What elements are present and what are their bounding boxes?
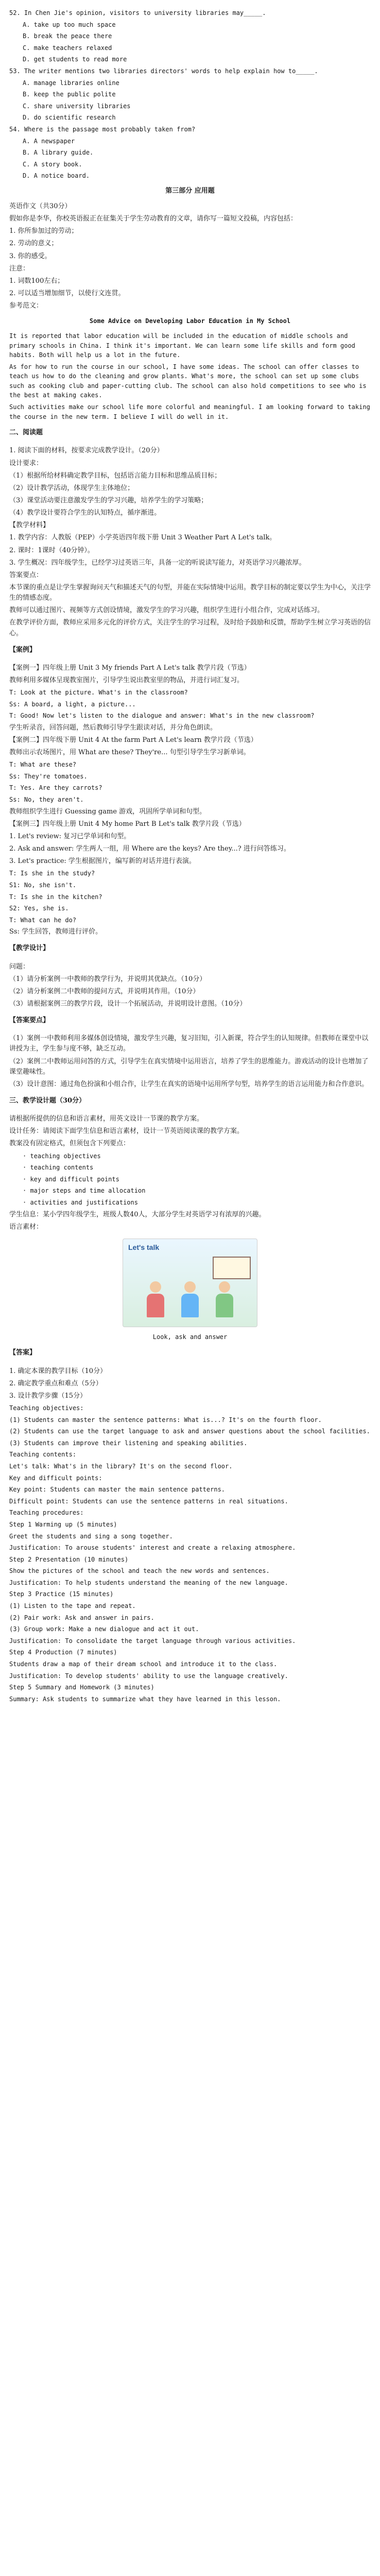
case-line: T: Yes. Are they carrots? bbox=[9, 784, 102, 792]
section3-intro: 请根据所提供的信息和语言素材，用英文设计一节课的教学方案。 bbox=[9, 1115, 204, 1123]
option-53d: D. do scientific research bbox=[23, 114, 116, 122]
case-line: 3. Let's practice: 学生根据图片，编写新的对话并进行表演。 bbox=[9, 857, 196, 866]
design-line: （2）请分析案例二中教师的提问方式，并说明其作用。（10分） bbox=[9, 987, 200, 995]
section3-requirement: · teaching contents bbox=[23, 1164, 94, 1172]
plan-line: (3) Students can improve their listening and speaking abilities. bbox=[9, 1439, 248, 1447]
part4-heading: 二、阅读题 bbox=[9, 429, 43, 437]
plan-line: Key point: Students can master the main sentence patterns. bbox=[9, 1486, 226, 1494]
requirement-item: （2）设计教学活动，体现学生主体地位； bbox=[9, 484, 134, 492]
section3-requirement: · teaching objectives bbox=[23, 1152, 101, 1160]
child-figure bbox=[181, 1281, 199, 1317]
reference-label: 参考范文： bbox=[9, 302, 43, 310]
option-53b: B. keep the public polite bbox=[23, 91, 116, 98]
requirement-item: （1）根据所给材料确定教学目标，包括语言能力目标和思维品质目标； bbox=[9, 471, 221, 480]
case-line: 【案例一】四年级上册 Unit 3 My friends Part A Let's talk 教学片段（节选） bbox=[9, 664, 251, 672]
case-line: 教师利用多媒体呈现教室图片，引导学生说出教室里的物品，并进行词汇复习。 bbox=[9, 676, 244, 684]
illustration-caption: Look, ask and answer bbox=[152, 1333, 228, 1341]
plan-line: Students draw a map of their dream school and introduce it to the class. bbox=[9, 1660, 278, 1668]
plan-line: (3) Group work: Make a new dialogue and act it out. bbox=[9, 1625, 199, 1633]
plan-line: Key and difficult points: bbox=[9, 1474, 102, 1482]
case-line: T: Look at the picture. What's in the classroom? bbox=[9, 689, 188, 697]
case-line: S2: Yes, she is. bbox=[9, 905, 69, 912]
plan-line: Justification: To develop students' ability to use the language creatively. bbox=[9, 1672, 288, 1680]
part3-heading: 第三部分 应用题 bbox=[165, 187, 215, 195]
case-line: Ss: 学生回答，教师进行评价。 bbox=[9, 928, 102, 936]
student-info: 学生信息：某小学四年级学生，班级人数40人，大部分学生对英语学习有浓厚的兴趣。 bbox=[9, 1210, 266, 1218]
essay-paragraph: Such activities make our school life more colorful and meaningful. I am looking forward to taking the course in the new term. I believe I will do well in it. bbox=[9, 403, 374, 420]
part3-intro-line: 假如你是李华，你校英语报正在征集关于学生劳动教育的文章，请你写一篇短文投稿，内容包括： bbox=[9, 215, 298, 223]
case-line: Ss: A board, a light, a picture... bbox=[9, 700, 136, 708]
plan-line: 1. 确定本课的教学目标（10分） bbox=[9, 1367, 107, 1375]
people-graphic bbox=[139, 1271, 241, 1317]
answer-line: （1）案例一中教师利用多媒体创设情境，激发学生兴趣，复习旧知，引入新课，符合学生的认知规律。但教师在课堂中以讲授为主，学生参与度不够，缺乏互动。 bbox=[9, 1035, 369, 1053]
case-line: Ss: No, they aren't. bbox=[9, 796, 84, 804]
part3-intro-line: 英语作文（共30分） bbox=[9, 202, 72, 211]
requirement-item: （4）教学设计要符合学生的认知特点，循序渐进。 bbox=[9, 509, 161, 517]
analysis-line: 教师可以通过图片、视频等方式创设情境，激发学生的学习兴趣，组织学生进行小组合作，完成对话练习。 bbox=[9, 606, 324, 615]
child-figure bbox=[216, 1281, 233, 1317]
plan-line: (2) Students can use the target language to ask and answer questions about the school facilities. bbox=[9, 1428, 370, 1435]
case-line: T: Good! Now let's listen to the dialogue and answer: What's in the new classroom? bbox=[9, 712, 315, 720]
analysis-label: 答案要点： bbox=[9, 571, 43, 579]
answer-line: （3）设计意图：通过角色扮演和小组合作，让学生在真实的语境中运用所学句型，培养学生的语言运用能力和合作意识。 bbox=[9, 1080, 369, 1088]
case-line: S1: No, she isn't. bbox=[9, 881, 77, 889]
requirements-label: 设计要求： bbox=[9, 459, 43, 467]
design-line: （1）请分析案例一中教师的教学行为，并说明其优缺点。（10分） bbox=[9, 975, 206, 983]
question-53: 53. The writer mentions two libraries directors' words to help explain how to_____. bbox=[9, 67, 318, 75]
part3-intro-line: 1. 你所参加过的劳动； bbox=[9, 227, 78, 235]
part3-intro-line: 注意： bbox=[9, 264, 30, 273]
plan-line: Step 2 Presentation (10 minutes) bbox=[9, 1555, 129, 1563]
section3-requirement: · activities and justifications bbox=[23, 1198, 138, 1206]
plan-line: Step 1 Warming up (5 minutes) bbox=[9, 1520, 117, 1528]
requirement-item: （3）课堂活动要注意激发学生的学习兴趣，培养学生的学习策略； bbox=[9, 496, 208, 504]
case-line: Ss: They're tomatoes. bbox=[9, 772, 88, 780]
case-line: 学生听录音，回答问题，然后教师引导学生跟读对话，并分角色朗读。 bbox=[9, 723, 217, 732]
design-line: （3）请根据案例三的教学片段，设计一个拓展活动，并说明设计意图。（10分） bbox=[9, 1000, 247, 1008]
part3-intro-line: 1. 词数100左右； bbox=[9, 277, 64, 285]
section3-requirement: · major steps and time allocation bbox=[23, 1187, 146, 1195]
option-52c: C. make teachers relaxed bbox=[23, 44, 112, 52]
case-line: T: Is she in the kitchen? bbox=[9, 893, 102, 901]
answer-line: （2）案例二中教师运用问答的方式，引导学生在真实情境中运用语言，培养了学生的思维能力。游戏活动的设计也增加了课堂趣味性。 bbox=[9, 1057, 369, 1076]
section3-requirement: 教案没有固定格式，但须包含下列要点： bbox=[9, 1140, 130, 1148]
case-line: T: Is she in the study? bbox=[9, 870, 95, 877]
plan-line: Justification: To help students understand the meaning of the new language. bbox=[9, 1579, 288, 1586]
option-54a: A. A newspaper bbox=[23, 137, 75, 145]
case-line: 【案例三】四年级上册 Unit 4 My home Part B Let's talk 教学片段（节选） bbox=[9, 820, 246, 828]
plan-line: Step 5 Summary and Homework (3 minutes) bbox=[9, 1684, 154, 1691]
design-heading: 【教学设计】 bbox=[9, 944, 50, 953]
materials-label: 【教学材料】 bbox=[9, 521, 50, 530]
option-54b: B. A library guide. bbox=[23, 149, 94, 157]
plan-line: Greet the students and sing a song together. bbox=[9, 1532, 173, 1540]
plan-line: (1) Listen to the tape and repeat. bbox=[9, 1602, 136, 1610]
plan-line: 2. 确定教学重点和难点（5分） bbox=[9, 1379, 102, 1387]
case-line: 教师组织学生进行 Guessing game 游戏，巩固所学单词和句型。 bbox=[9, 807, 206, 816]
plan-line: Summary: Ask students to summarize what they have learned in this lesson. bbox=[9, 1695, 281, 1703]
material-line: 2. 课时：1课时（40分钟）。 bbox=[9, 546, 94, 554]
analysis-line: 本节课的重点是让学生掌握询问天气和描述天气的句型，并能在实际情境中运用。教学目标的制定要以学生为中心，关注学生的情感态度。 bbox=[9, 583, 371, 602]
case-heading: 【案例】 bbox=[9, 646, 37, 654]
option-53a: A. manage libraries online bbox=[23, 79, 119, 87]
essay-title: Some Advice on Developing Labor Education in My School bbox=[89, 317, 291, 325]
case-line: 教师出示农场图片，用 What are these? They're... 句型引导学生学习新单词。 bbox=[9, 749, 250, 757]
plan-line: (1) Students can master the sentence patterns: What is...? It's on the fourth floor. bbox=[9, 1416, 322, 1423]
question-54: 54. Where is the passage most probably taken from? bbox=[9, 125, 196, 133]
case-line: 1. Let's review: 复习已学单词和句型。 bbox=[9, 832, 131, 840]
answer-label: 【答案要点】 bbox=[9, 1016, 50, 1025]
option-54c: C. A story book. bbox=[23, 160, 82, 168]
plan-heading: 【答案】 bbox=[9, 1349, 37, 1357]
option-54d: D. A notice board. bbox=[23, 172, 90, 180]
material-label: 语言素材： bbox=[9, 1223, 43, 1231]
section3-heading: 三、教学设计题（30分） bbox=[9, 1097, 86, 1105]
plan-line: (2) Pair work: Ask and answer in pairs. bbox=[9, 1614, 154, 1621]
case-line: T: What can he do? bbox=[9, 916, 77, 924]
material-line: 3. 学生概况：四年级学生，已经学习过英语三年，具备一定的听说读写能力，对英语学习兴趣浓厚。 bbox=[9, 558, 306, 567]
analysis-line: 在教学评价方面，教师应采用多元化的评价方式，关注学生的学习过程，及时给予鼓励和反馈，帮助学生树立学习英语的信心。 bbox=[9, 619, 371, 637]
plan-line: Teaching objectives: bbox=[9, 1404, 84, 1412]
plan-line: 3. 设计教学步骤（15分） bbox=[9, 1392, 87, 1400]
plan-line: Justification: To consolidate the target language through various activities. bbox=[9, 1637, 296, 1645]
material-line: 1. 教学内容：人教版（PEP）小学英语四年级下册 Unit 3 Weather Part A Let's talk。 bbox=[9, 534, 277, 542]
illustration-title: Let's talk bbox=[128, 1243, 160, 1251]
plan-line: Teaching procedures: bbox=[9, 1509, 84, 1517]
plan-line: Step 3 Practice (15 minutes) bbox=[9, 1590, 114, 1598]
plan-line: Let's talk: What's in the library? It's on the second floor. bbox=[9, 1462, 233, 1470]
essay-paragraph: It is reported that labor education will be included in the education of middle schools and primary schools in China. I think it's important. We can learn some life skills and form good habits. Both will help us a lot in the future. bbox=[9, 332, 359, 359]
question-52: 52. In Chen Jie's opinion, visitors to university libraries may_____. bbox=[9, 9, 266, 16]
plan-line: Show the pictures of the school and teach the new words and sentences. bbox=[9, 1567, 270, 1575]
section3-requirement: 设计任务：请阅读下面学生信息和语言素材，设计一节英语阅读课的教学方案。 bbox=[9, 1127, 244, 1136]
case-line: 【案例二】四年级下册 Unit 4 At the farm Part A Let's learn 教学片段（节选） bbox=[9, 736, 257, 744]
part3-intro-line: 2. 可以适当增加细节，以使行文连贯。 bbox=[9, 290, 125, 298]
part4-intro: 1. 阅读下面的材料，按要求完成教学设计。（20分） bbox=[9, 447, 164, 455]
part3-intro-line: 3. 你的感受。 bbox=[9, 252, 51, 260]
option-52d: D. get students to read more bbox=[23, 56, 127, 63]
textbook-illustration bbox=[123, 1239, 257, 1327]
case-line: 2. Ask and answer: 学生两人一组，用 Where are the keys? Are they...? 进行问答练习。 bbox=[9, 845, 290, 853]
section3-requirement: · key and difficult points bbox=[23, 1175, 119, 1183]
option-52a: A. take up too much space bbox=[23, 21, 116, 28]
design-line: 问题： bbox=[9, 962, 30, 971]
option-53c: C. share university libraries bbox=[23, 102, 131, 110]
part3-intro-line: 2. 劳动的意义； bbox=[9, 240, 58, 248]
plan-line: Teaching contents: bbox=[9, 1451, 77, 1459]
child-figure bbox=[147, 1281, 164, 1317]
option-52b: B. break the peace there bbox=[23, 32, 112, 40]
plan-line: Difficult point: Students can use the sentence patterns in real situations. bbox=[9, 1497, 288, 1505]
plan-line: Justification: To arouse students' interest and create a relaxing atmosphere. bbox=[9, 1544, 296, 1552]
plan-line: Step 4 Production (7 minutes) bbox=[9, 1649, 117, 1656]
essay-paragraph: As for how to run the course in our school, I have some ideas. The school can offer classes to teach us how to do the cleaning and grow plants. What's more, the school can set up some clubs such as cooking club and paper-cutting club. The school can also hold competitions to see who is the best at making cakes. bbox=[9, 363, 370, 399]
case-line: T: What are these? bbox=[9, 761, 77, 769]
